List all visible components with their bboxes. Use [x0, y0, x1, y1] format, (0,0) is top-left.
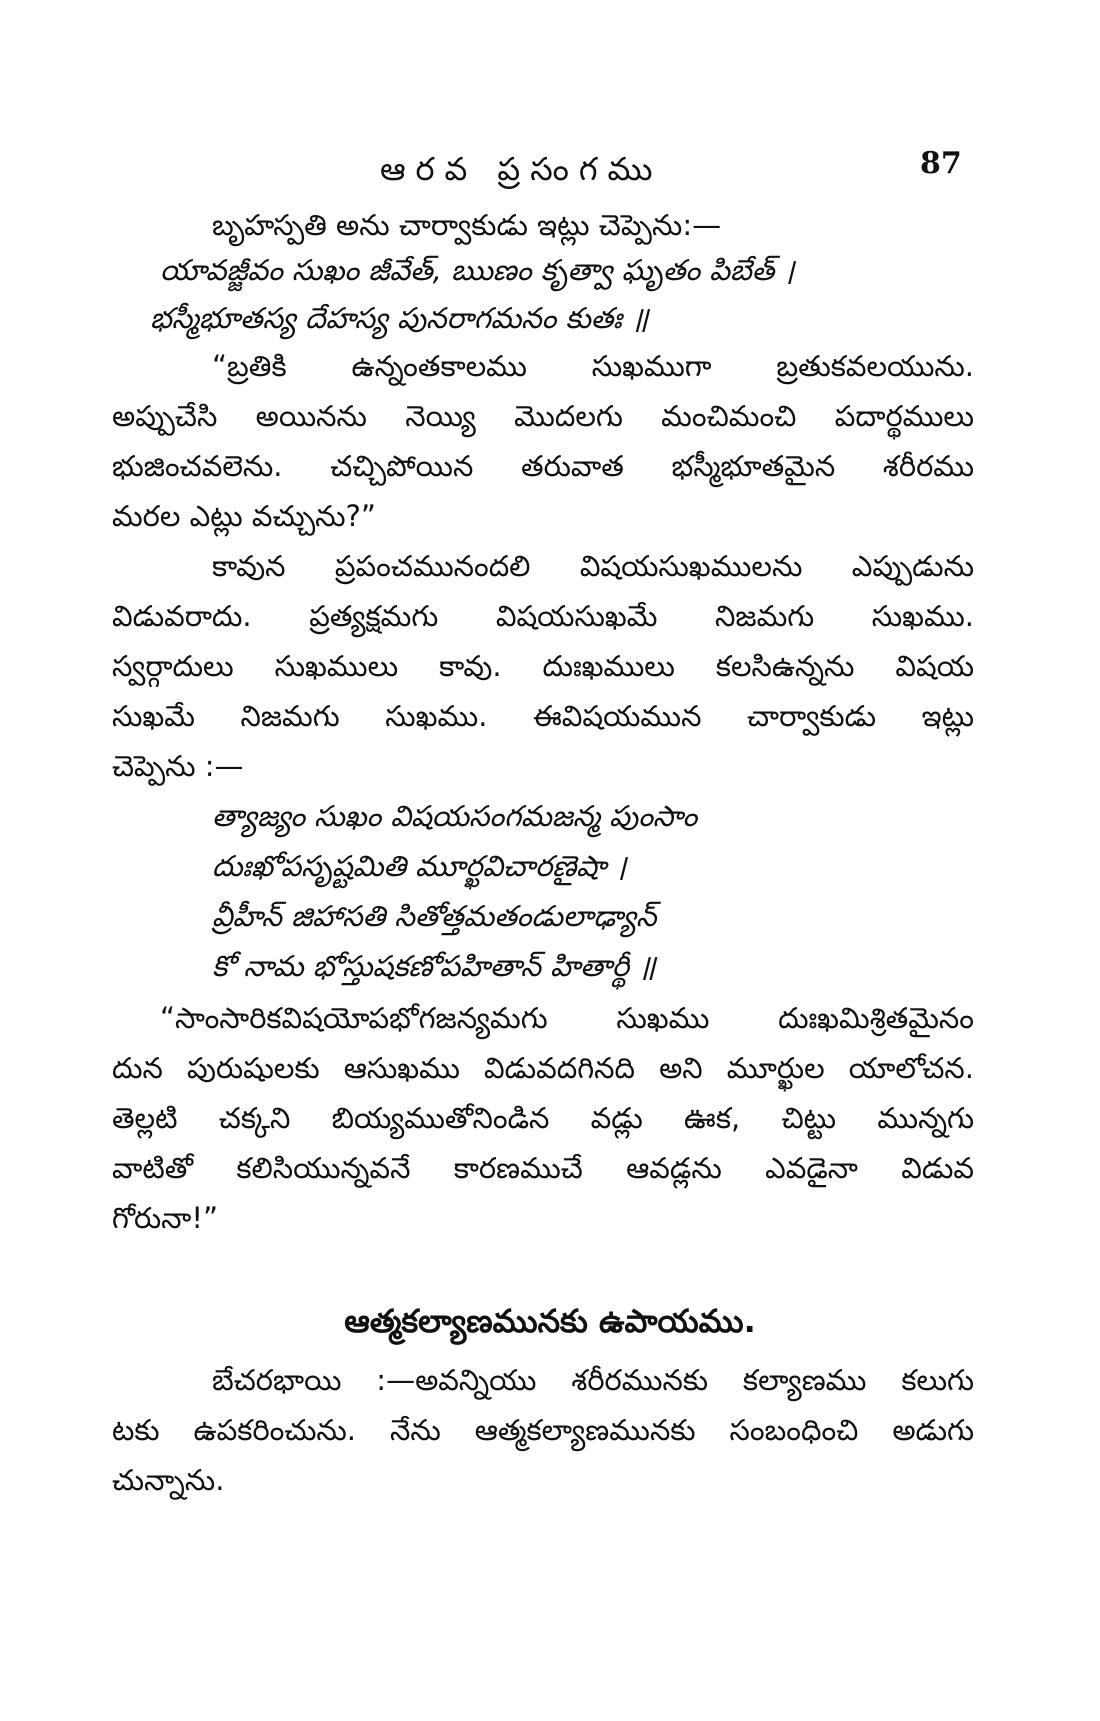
paragraph-line: “బ్రతికి ఉన్నంతకాలము సుఖముగా బ్రతుకవలయును. [212, 349, 974, 383]
paragraph-line: అప్పుచేసి అయినను నెయ్యి మొదలగు మంచిమంచి పదార్థములు [112, 399, 974, 433]
paragraph-line: భుజించవలెను. చచ్చిపోయిన తరువాత భస్మీభూతమైన శరీరము [112, 449, 974, 483]
section-heading: ఆత్మకల్యాణమునకు ఉపాయము. [344, 1302, 756, 1340]
paragraph-line: గోరునా!” [112, 1201, 218, 1235]
paragraph-line: మరల ఎట్లు వచ్చును?” [112, 499, 376, 533]
paragraph-line: సుఖమే నిజమగు సుఖము. ఈవిషయమున చార్వాకుడు ఇట్లు [112, 699, 974, 733]
verse-line: భస్మీభూతస్య దేహస్య పునరాగమనం కుతః ॥ [150, 301, 649, 335]
paragraph-line: విడువరాదు. ప్రత్యక్షమగు విషయసుఖమే నిజమగు సుఖము. [112, 599, 974, 633]
verse-line: దుఃఖోపసృష్టమితి మూర్ఖవిచారణైషా । [212, 849, 627, 883]
paragraph-line: చెప్పెను :— [112, 749, 244, 783]
paragraph-line: తెల్లటి చక్కని బియ్యముతోనిండిన వడ్లు ఊక, చిట్టు మున్నగు [112, 1101, 974, 1135]
intro-line: బృహస్పతి అను చార్వాకుడు ఇట్లు చెప్పెను:— [212, 208, 722, 242]
verse-line: కో నామ భోస్తుషకణోపహితాన్ హితార్థీ ॥ [212, 949, 656, 983]
paragraph-line: వాటితో కలిసియున్నవనే కారణముచే ఆవడ్లను ఎవడైనా విడువ [112, 1151, 974, 1185]
paragraph-line: స్వర్గాదులు సుఖములు కావు. దుఃఖములు కలసిఉన్నను విషయ [112, 649, 974, 683]
paragraph-line: దున పురుషులకు ఆసుఖము విడువదగినది అని మూర్ఖుల యాలోచన. [112, 1051, 974, 1085]
running-head: ఆరవ ప్రసంగము [380, 150, 663, 188]
paragraph-line: చున్నాను. [112, 1463, 225, 1497]
verse-line: యావజ్జీవం సుఖం జీవేత్, ఋణం కృత్వా ఘృతం పిబేత్ । [160, 253, 795, 287]
paragraph-line: “సాంసారికవిషయోపభోగజన్యమగు సుఖము దుఃఖమిశ్రితమైనం [160, 1001, 974, 1035]
page-number: 87 [920, 146, 962, 181]
verse-line: త్యాజ్యం సుఖం విషయసంగమజన్మ పుంసాం [212, 799, 698, 833]
paragraph-line: టకు ఉపకరించును. నేను ఆత్మకల్యాణమునకు సంబంధించి అడుగు [112, 1413, 974, 1447]
paragraph-line: కావున ప్రపంచమునందలి విషయసుఖములను ఎప్పుడును [212, 549, 974, 583]
verse-line: వ్రీహీన్ జిహాసతి సితోత్తమతండులాఢ్యాన్ [212, 899, 657, 933]
paragraph-line: బేచరభాయి :—అవన్నియు శరీరమునకు కల్యాణము కలుగు [212, 1363, 974, 1397]
